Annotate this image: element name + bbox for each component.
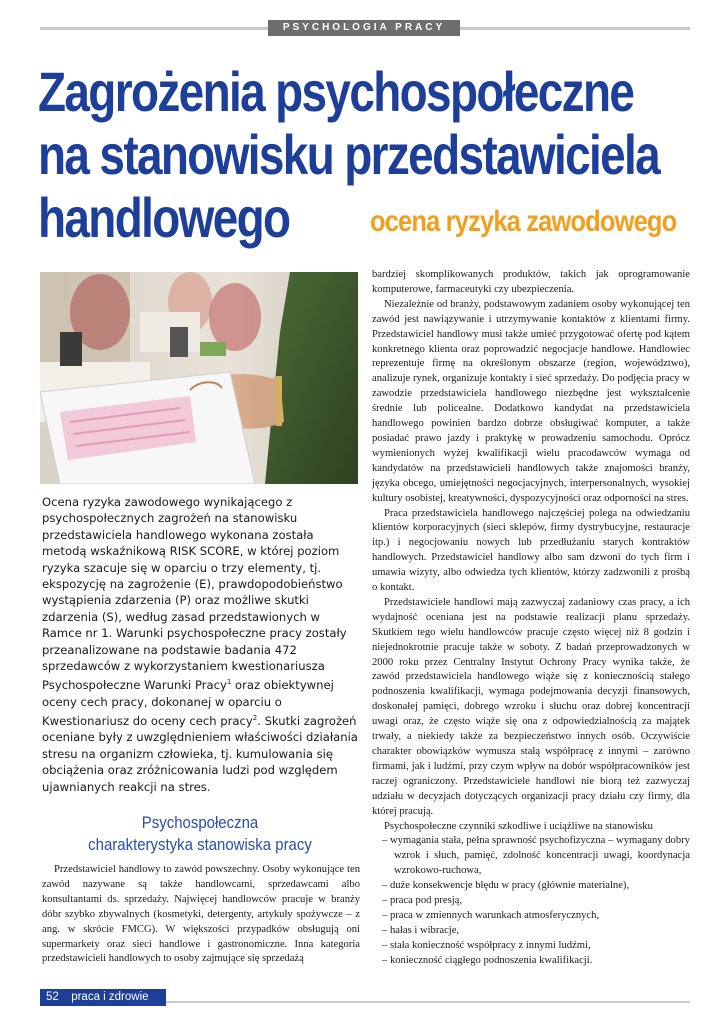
intro-text-2: oraz obiektywnej oceny cech pracy, dokonanej w oparciu o Kwestionariusz do oceny cech pracy [42,678,334,728]
hazard-list [372,834,690,968]
left-column-body [42,863,360,967]
intro-text-1: Ocena ryzyka zawodowego wynikającego z psychospołecznych zagrożeń na stanowisku przedstawiciela handlowego wykonana została metodą wskaźnikową RISK SCORE, w której poziom ryzyka szacuje się w oparciu o trzy elementy, tj. ekspozycję na zagrożenie (E), prawdopodobieństwo wystąpienia zdarzenia (P) oraz możliwe skutki zdarzenia (S), według zasad przedstawionych w Ramce nr 1. Warunki psychospołeczne pracy zostały przeanalizowane na podstawie badania 472 sprzedawców z wykorzystaniem kwestionariusza Psychospołeczne Warunki Pracy [42,495,347,693]
list-item: – wymagania stała, pełna sprawność psychofizyczna – wymagany dobry wzrok i słuch, pamięć, zdolność koncentracji uwagi, koordynacja wzrokowo-ruchowa, [372,834,690,879]
title-line-1: Zagrożenia psychospołeczne [38,60,634,123]
section-label: PSYCHOLOGIA PRACY [268,20,460,36]
page-footer [40,989,166,1006]
footnote-ref-2: 2 [252,714,258,723]
paragraph: Praca przedstawiciela handlowego najczęściej polega na odwiedzaniu klientów korporacyjnych (sieci sklepów, firmy dystrybucyjne, restauracje itp.) i negocjowaniu nowych lub przedłużaniu starych kontraktów handlowych. Przedstawiciel handlowy albo sam dzwoni do tych firm i umawia wizyty, albo odwiedza tych klientów, którzy zadzwonili z prośbą o kontakt. [372,507,690,594]
footnote-ref-1: 1 [226,678,232,687]
paragraph: Przedstawiciele handlowi mają zazwyczaj zadaniowy czas pracy, a ich wydajność oceniana jest na podstawie realizacji planu sprzedaży. Skutkiem tego wielu handlowców pracuje często więcej niż 8 godzin i niejednokrotnie pracuje także w soboty. Z badań przeprowadzonych w 2000 roku przez Centralny Instytut Ochrony Pracy wynika także, że zawód przedstawiciela handlowego wiąże się z koniecznością stałego podnoszenia kwalifikacji, wymaga podejmowania decyzji finansowych, doskonałej pamięci, dobrego wzroku i słuchu oraz dobrej koncentracji uwagi oraz, że często wiąże się ona z odpowiedzialnością za majątek trwały, a niekiedy także za bezpieczeństwo innych osób. Oczywiście charakter obowiązków wymusza stałą współpracę z innymi – zarówno firmami, jak i ludźmi, przy czym wpływ na dobór współpracowników jest raczej ograniczony. Przedstawiciele handlowi nie biorą też zazwyczaj udziału w decyzjach dotyczących organizacji pracy działu czy firmy, dla której pracują. [372,596,690,817]
list-item: – praca w zmiennych warunkach atmosferycznych, [372,909,690,924]
list-item: – konieczność ciągłego podnoszenia kwalifikacji. [372,954,690,969]
article-photo [40,272,358,484]
section-heading-line-1: Psychospołeczna [141,813,259,832]
right-column-body [372,268,690,969]
section-heading [40,812,360,856]
paragraph: Przedstawiciel handlowy to zawód powszechny. Osoby wykonujące ten zawód nazywane są także handlowcami, sprzedawcami albo konsultantami ds. sprzedaży. Najwięcej handlowców pracuje w branży dóbr szybko zbywalnych (kosmetyki, detergenty, artykuły spożywcze – z ang. w skrócie FMCG). W większości przypadków obsługują oni supermarkety oraz sieci handlowe i gastronomiczne. Inna kategoria przedstawicieli handlowych to osoby zajmujące się sprzedażą [42,864,360,965]
list-item: – hałas i wibracje, [372,924,690,939]
title-line-3: handlowego [38,186,290,249]
paragraph: Niezależnie od branży, podstawowym zadaniem osoby wykonującej ten zawód jest nawiązywanie i utrzymywanie kontaktów z klientami firmy. Przedstawiciel handlowy musi także umieć przygotować ofertę pod kątem konkretnego klienta oraz poprowadzić negocjacje handlowe. Handlowiec reprezentuje firmę na określonym obszarze (region, województwo), analizuje rynek, organizuje kontakty i sieć sprzedaży. Do podjęcia pracy w zawodzie przedstawiciela handlowego niezbędne jest wykształcenie średnie lub policealne. Dodatkowo kandydat na przedstawiciela handlowego powinien bardzo dobrze obsługiwać komputer, a także posiadać prawo jazdy i praktykę w prowadzeniu samochodu. Oprócz wymienionych wyżej kwalifikacji wielu pracodawców wymaga od kandydatów na przedstawicieli handlowych także znajomości branży, języka obcego, umiejętności negocjacyjnych, interpersonalnych, wysokiej kultury osobistej, kreatywności, dyspozycyjności oraz odporności na stres. [372,298,690,504]
hazard-list-heading: Psychospołeczne czynniki szkodliwe i uciążliwe na stanowisku [384,820,653,832]
list-item: – duże konsekwencje błędu w pracy (głównie materialne), [372,879,690,894]
intro-lead [42,494,360,795]
photo-illustration [40,272,358,484]
paragraph: bardziej skomplikowanych produktów, takich jak oprogramowanie komputerowe, farmaceutyki czy ubezpieczenia. [372,269,690,295]
intro-text-3: . Skutki zagrożeń oceniane były z uwzględnieniem właściwości działania stresu na organizm człowieka, tj. kumulowania się obciążenia oraz zróżnicowania ludzi pod względem ujawnianych reakcji na stres. [42,714,358,794]
article-subtitle: ocena ryzyka zawodowego [370,205,677,238]
page-number: 52 [46,991,59,1003]
section-heading-line-2: charakterystyka stanowiska pracy [88,835,312,854]
list-item: – praca pod presją, [372,894,690,909]
list-item: – stała konieczność współpracy z innymi ludźmi, [372,939,690,954]
title-line-2: na stanowisku przedstawiciela [38,123,660,186]
footer-rule [166,1001,690,1003]
magazine-name: praca i zdrowie [71,991,149,1003]
